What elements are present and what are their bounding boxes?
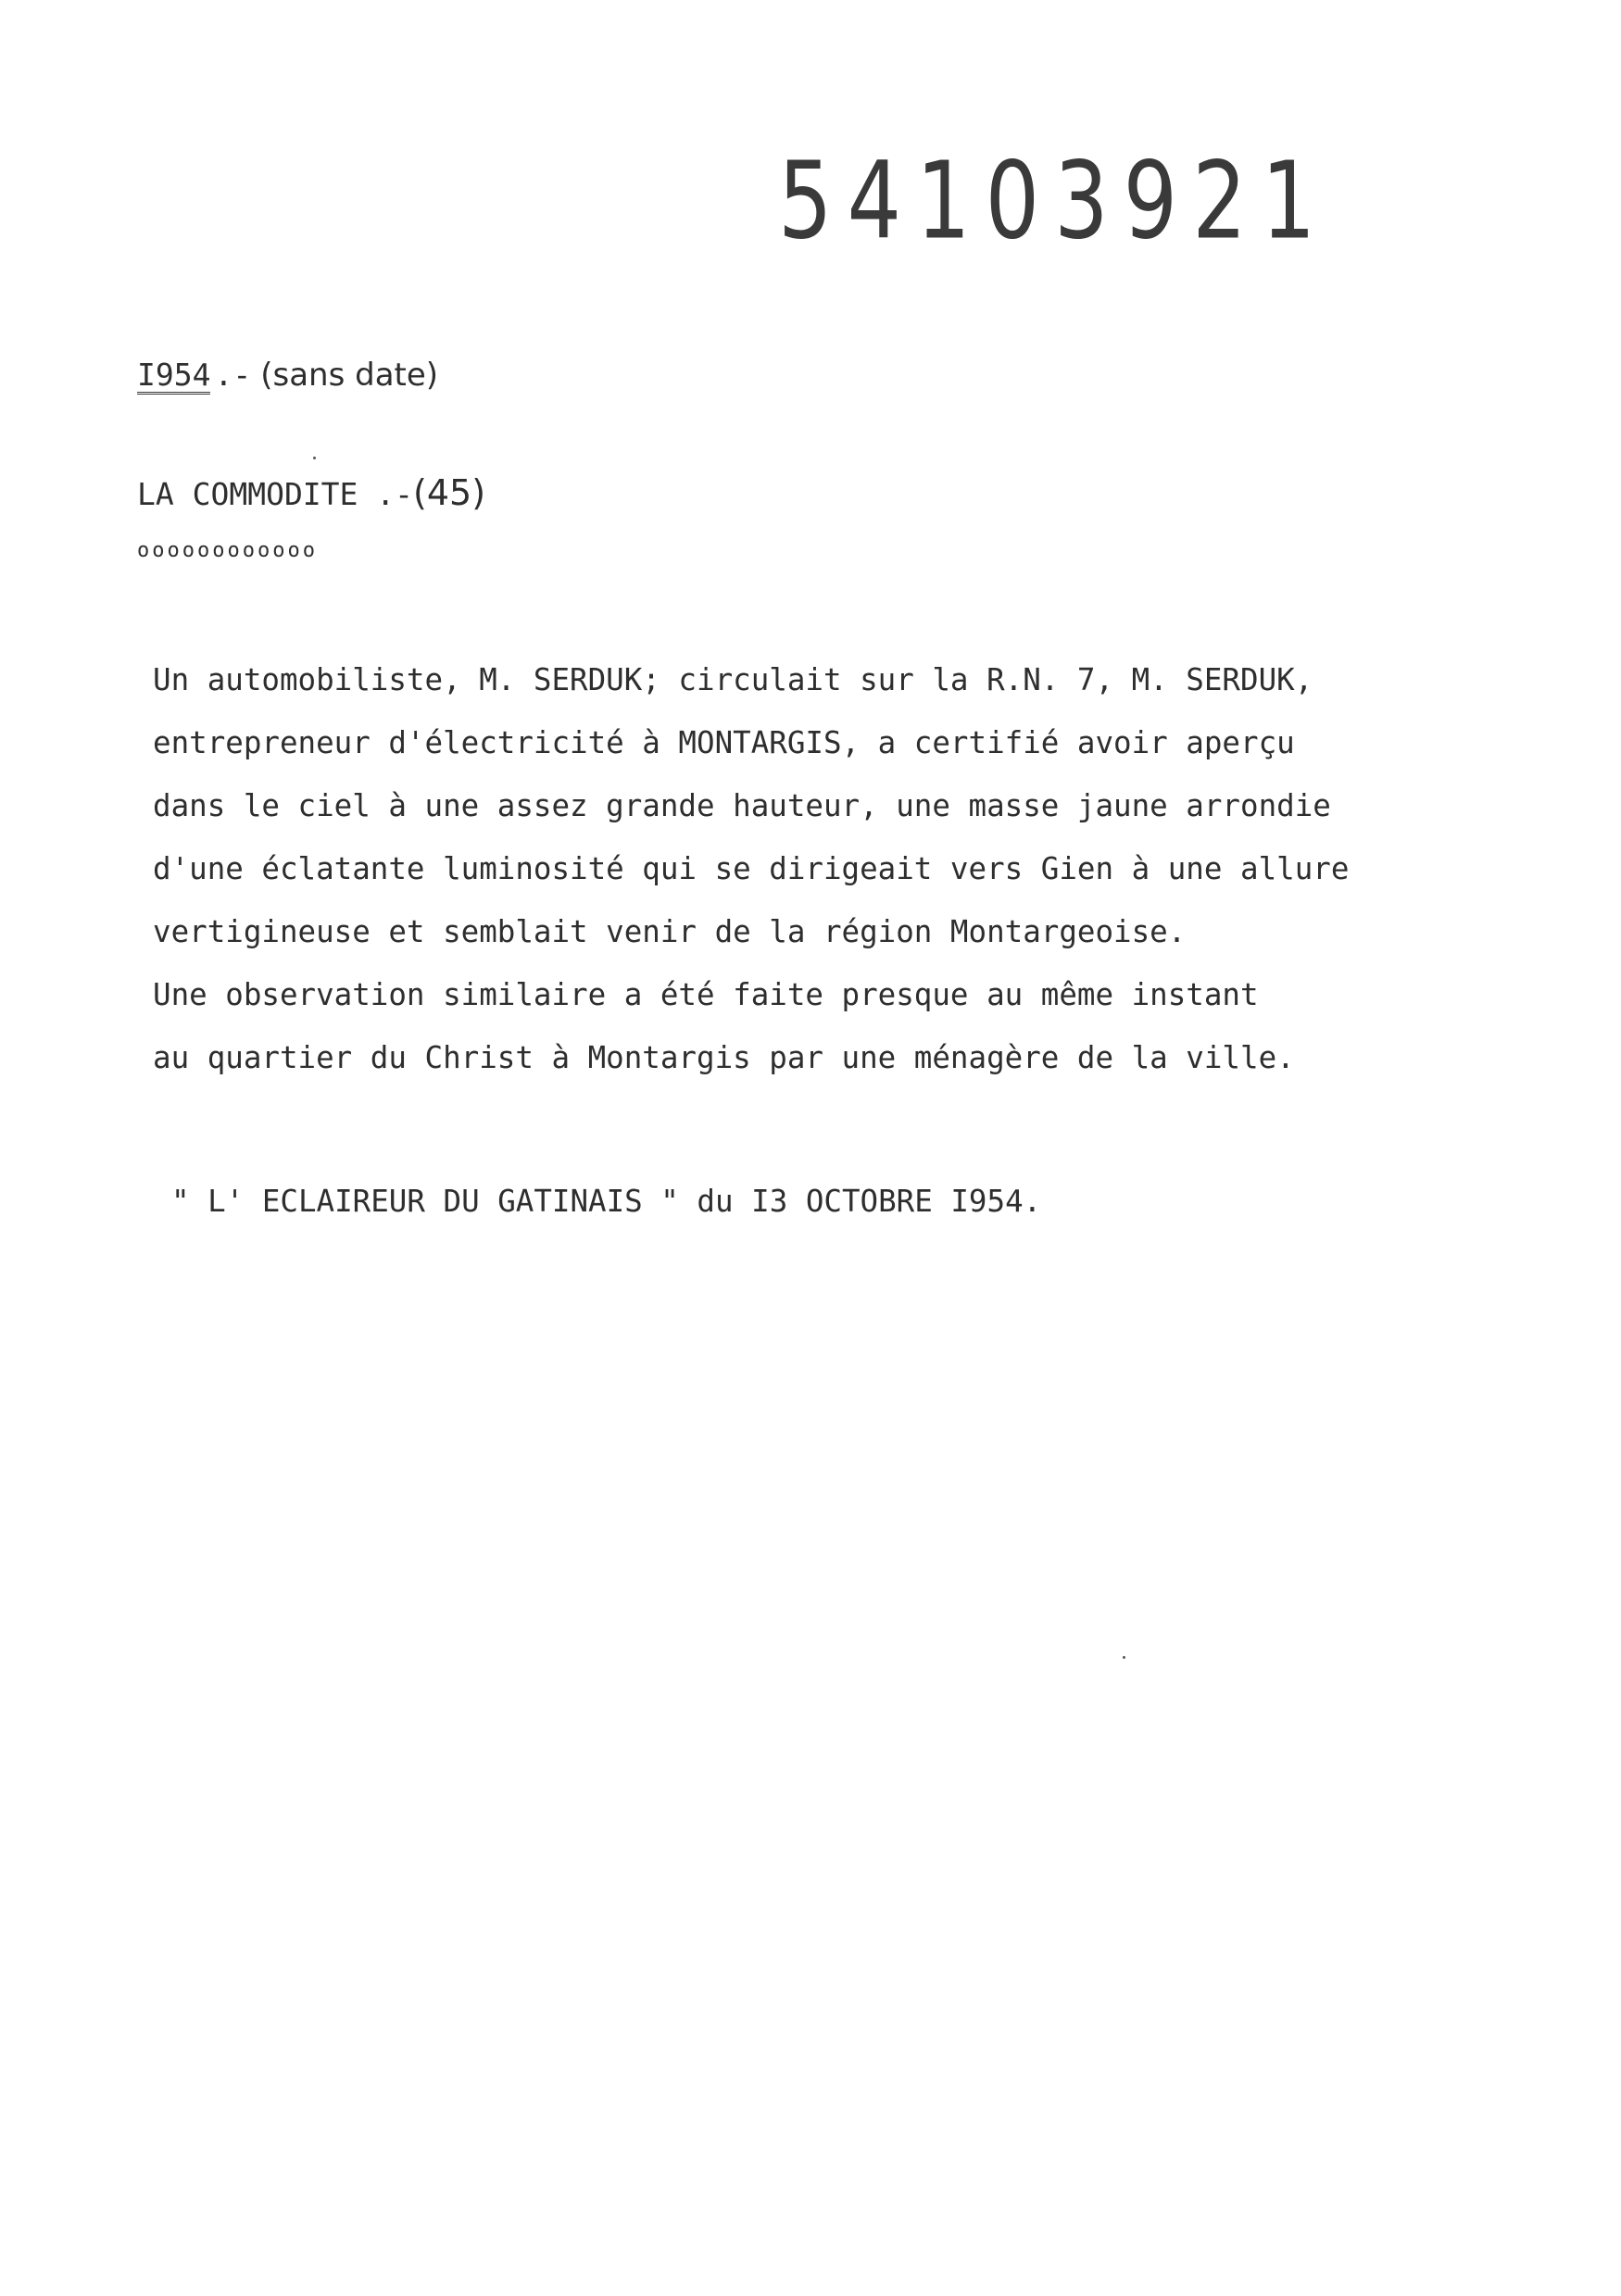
place-heading	[137, 472, 485, 513]
place-name: LA COMMODITE .-	[137, 476, 414, 512]
body-line: vertigineuse et semblait venir de la région Montargeoise.	[153, 914, 1187, 949]
year: I954	[137, 357, 211, 393]
speck	[313, 457, 316, 459]
department-code: (45)	[413, 472, 486, 513]
body-line: d'une éclatante luminosité qui se dirigeait vers Gien à une allure	[153, 851, 1350, 886]
body-line: Une observation similaire a été faite presque au même instant	[153, 977, 1259, 1012]
body-line: au quartier du Christ à Montargis par une ménagère de la ville.	[153, 1040, 1295, 1075]
source-citation: " L' ECLAIREUR DU GATINAIS " du I3 OCTOBRE I954.	[171, 1184, 1042, 1219]
body-line: entrepreneur d'électricité à MONTARGIS, a certifié avoir aperçu	[153, 725, 1295, 760]
year-separator: .-	[214, 357, 252, 393]
body-line: Un automobiliste, M. SERDUK; circulait sur la R.N. 7, M. SERDUK,	[153, 662, 1313, 697]
body-line: dans le ciel à une assez grande hauteur, une masse jaune arrondie	[153, 788, 1331, 823]
report-body	[153, 648, 1598, 1089]
document-number-stamp: 54103921	[778, 139, 1331, 263]
date-header	[137, 357, 438, 395]
speck	[1123, 1656, 1125, 1659]
date-note: (sans date)	[260, 357, 439, 394]
ornament-divider: oooooooooooo	[137, 539, 318, 562]
